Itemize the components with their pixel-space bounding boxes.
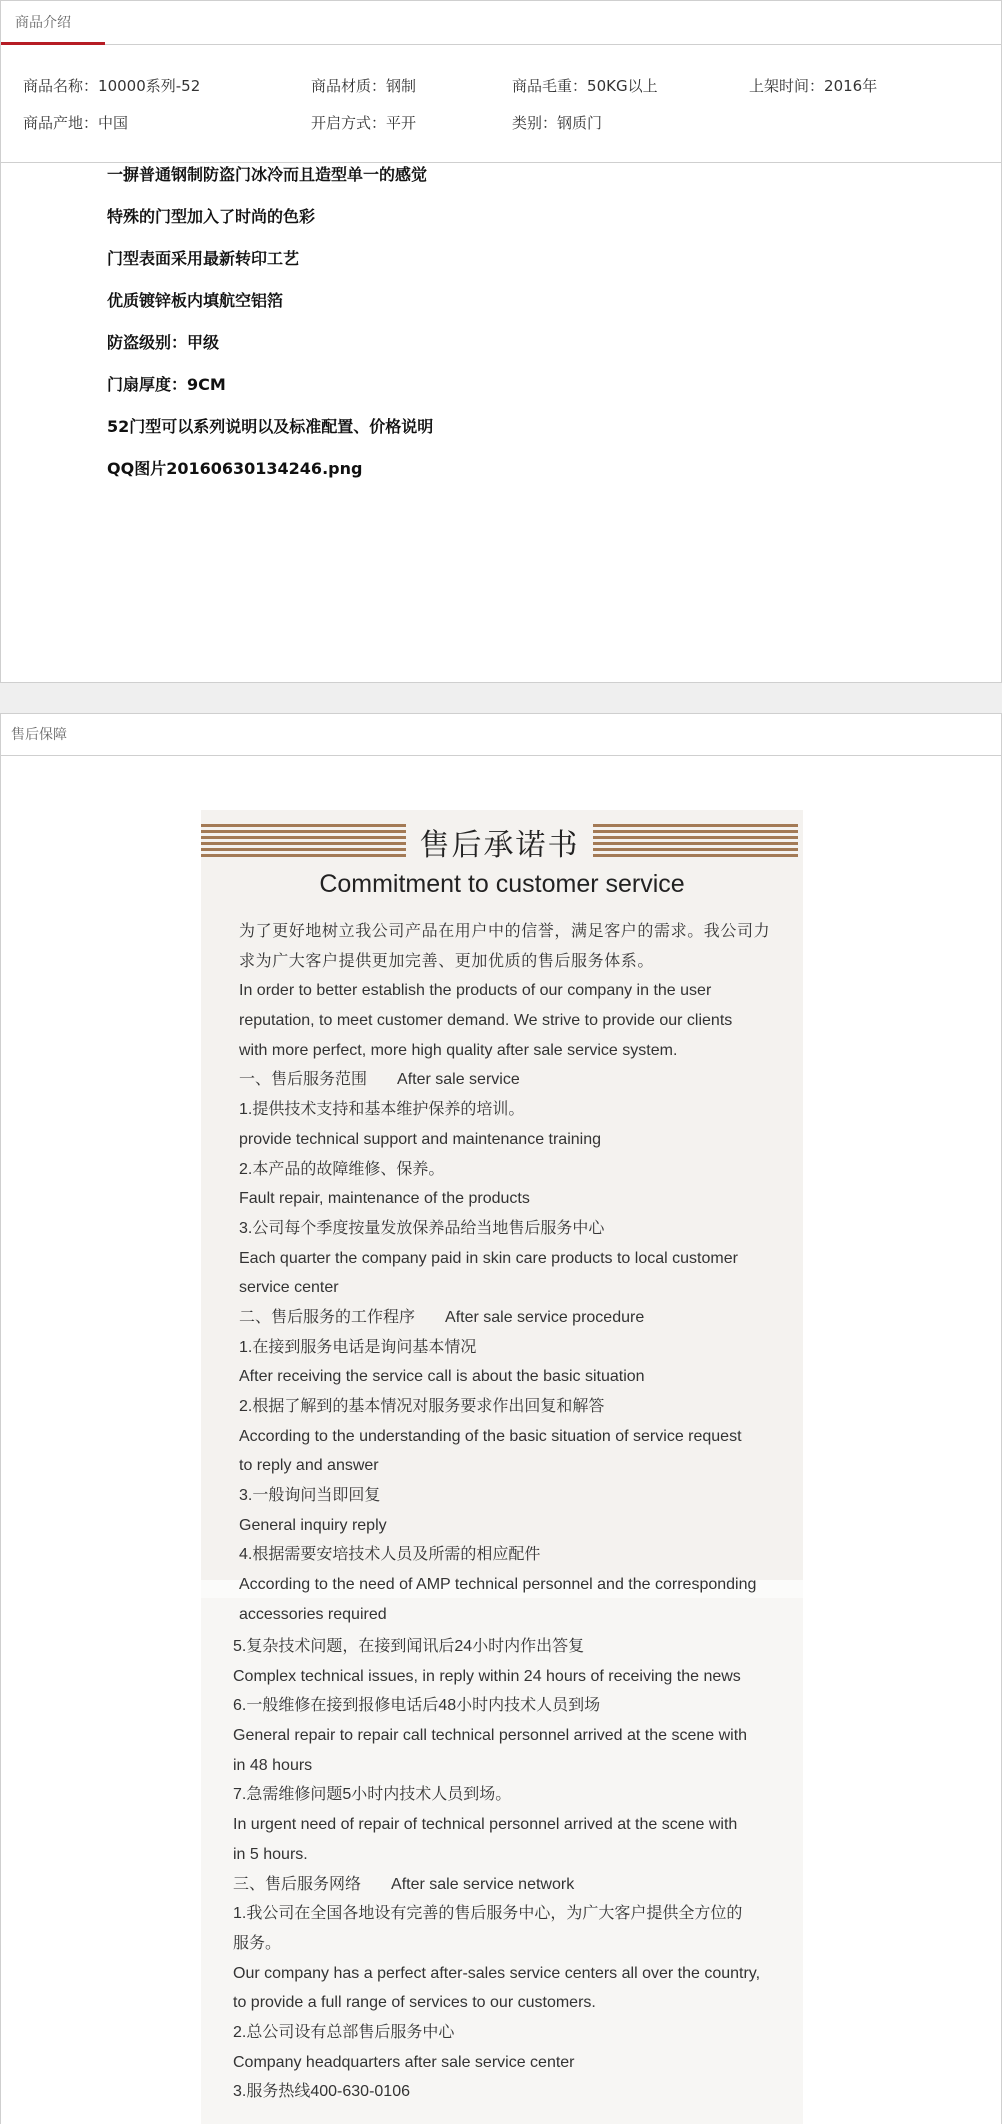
poster-line: 1.在接到服务电话是询问基本情况 bbox=[239, 1338, 477, 1356]
product-attributes bbox=[1, 45, 1001, 163]
product-description bbox=[107, 163, 433, 499]
poster-line: Our company has a perfect after-sales service centers all over the country, bbox=[233, 1964, 761, 1982]
poster-title: 售后承诺书 bbox=[419, 828, 580, 863]
tab-after-sale[interactable]: 售后保障 bbox=[11, 727, 67, 743]
poster-text-upper bbox=[239, 917, 770, 1630]
poster-line: 7.急需维修问题5小时内技术人员到场。 bbox=[233, 1786, 512, 1804]
poster-line: 6.一般维修在接到报修电话后48小时内技术人员到场 bbox=[233, 1697, 601, 1715]
poster-line: 服务。 bbox=[233, 1934, 282, 1952]
poster-line: In order to better establish the products of our company in the user bbox=[239, 982, 712, 1000]
poster-line: According to the need of AMP technical personnel and the corresponding bbox=[239, 1576, 757, 1594]
poster-line: to reply and answer bbox=[239, 1457, 379, 1475]
attr-category: 类别 ： 钢质门 bbox=[512, 112, 602, 133]
attr-name: 商品名称 ： 10000系列-52 bbox=[23, 75, 200, 96]
poster-line: Company headquarters after sale service center bbox=[233, 2053, 575, 2071]
poster-line: 3.一般询问当即回复 bbox=[239, 1487, 381, 1505]
product-intro-tabbar bbox=[1, 1, 1001, 45]
section-heading: 三、售后服务网络 After sale service network bbox=[233, 1875, 575, 1893]
poster-line: reputation, to meet customer demand. We strive to provide our clients bbox=[239, 1012, 733, 1030]
poster-line: Complex technical issues, in reply within 24 hours of receiving the news bbox=[233, 1667, 741, 1685]
poster-line: According to the understanding of the basic situation of service request bbox=[239, 1427, 742, 1445]
poster-line: Fault repair, maintenance of the products bbox=[239, 1190, 530, 1208]
after-sale-panel bbox=[0, 713, 1002, 2124]
poster-line: service center bbox=[239, 1279, 339, 1297]
poster-line: to provide a full range of services to our customers. bbox=[233, 1994, 596, 2012]
service-hotline: 3.服务热线400-630-0106 bbox=[233, 2083, 410, 2101]
description-line: 一摒普通钢制防盗门冰冷而且造型单一的感觉 bbox=[107, 165, 428, 184]
poster-line: accessories required bbox=[239, 1605, 387, 1623]
description-line: 门型表面采用最新转印工艺 bbox=[107, 249, 300, 268]
poster-line: 5.复杂技术问题，在接到闻讯后24小时内作出答复 bbox=[233, 1638, 585, 1655]
poster-line: Each quarter the company paid in skin care products to local customer bbox=[239, 1249, 738, 1267]
description-line: 52门型可以系列说明以及标准配置、价格说明 bbox=[107, 417, 434, 436]
image-filename: QQ图片20160630134246.png bbox=[107, 459, 363, 478]
poster-line: 1.提供技术支持和基本维护保养的培训。 bbox=[239, 1101, 525, 1119]
section-divider bbox=[0, 683, 1002, 713]
poster-line: provide technical support and maintenance training bbox=[239, 1130, 602, 1148]
description-line: 门扇厚度：9CM bbox=[107, 375, 226, 394]
description-line: 特殊的门型加入了时尚的色彩 bbox=[107, 207, 316, 226]
tab-product-intro[interactable]: 商品介绍 bbox=[1, 1, 105, 45]
after-sale-tabbar bbox=[1, 714, 1001, 756]
poster-line: 2.根据了解到的基本情况对服务要求作出回复和解答 bbox=[239, 1398, 605, 1415]
attr-listed-time: 上架时间 ： 2016年 bbox=[749, 75, 877, 96]
poster-line: 2.总公司设有总部售后服务中心 bbox=[233, 2023, 455, 2041]
section-heading: 一、售后服务范围 After sale service bbox=[239, 1071, 520, 1089]
poster-line: in 5 hours. bbox=[233, 1845, 308, 1863]
decorative-stripes-left bbox=[201, 824, 406, 857]
attr-origin: 商品产地 ： 中国 bbox=[23, 112, 128, 133]
poster-line: in 48 hours bbox=[233, 1756, 313, 1774]
poster-line: General repair to repair call technical personnel arrived at the scene with bbox=[233, 1727, 748, 1745]
description-line: 优质镀锌板内填航空铝箔 bbox=[107, 291, 284, 310]
poster-line: with more perfect, more high quality after sale service system. bbox=[239, 1041, 678, 1059]
poster-text-lower bbox=[233, 1632, 760, 2107]
poster-line: General inquiry reply bbox=[239, 1516, 387, 1534]
attr-opening: 开启方式 ： 平开 bbox=[311, 112, 416, 133]
poster-line: 4.根据需要安培技术人员及所需的相应配件 bbox=[239, 1546, 541, 1564]
section-heading: 二、售后服务的工作程序 After sale service procedure bbox=[239, 1308, 645, 1326]
attr-weight: 商品毛重 ： 50KG以上 bbox=[512, 75, 658, 96]
product-intro-panel bbox=[0, 0, 1002, 683]
service-commitment-poster bbox=[201, 810, 803, 2124]
poster-subtitle: Commitment to customer service bbox=[319, 870, 685, 898]
poster-line: After receiving the service call is about the basic situation bbox=[239, 1368, 645, 1386]
poster-line: 1.我公司在全国各地设有完善的售后服务中心，为广大客户提供全方位的 bbox=[233, 1905, 743, 1923]
description-line: 防盗级别：甲级 bbox=[107, 333, 220, 352]
poster-line: 2.本产品的故障维修、保养。 bbox=[239, 1160, 445, 1178]
poster-line: In urgent need of repair of technical personnel arrived at the scene with bbox=[233, 1816, 738, 1834]
decorative-stripes-right bbox=[593, 824, 798, 857]
poster-line: 求为广大客户提供更加完善、更加优质的售后服务体系。 bbox=[239, 952, 655, 970]
poster-line: 3.公司每个季度按量发放保养品给当地售后服务中心 bbox=[239, 1219, 605, 1237]
attr-material: 商品材质 ： 钢制 bbox=[311, 75, 416, 96]
poster-line: 为了更好地树立我公司产品在用户中的信誉，满足客户的需求。我公司力 bbox=[239, 923, 771, 940]
